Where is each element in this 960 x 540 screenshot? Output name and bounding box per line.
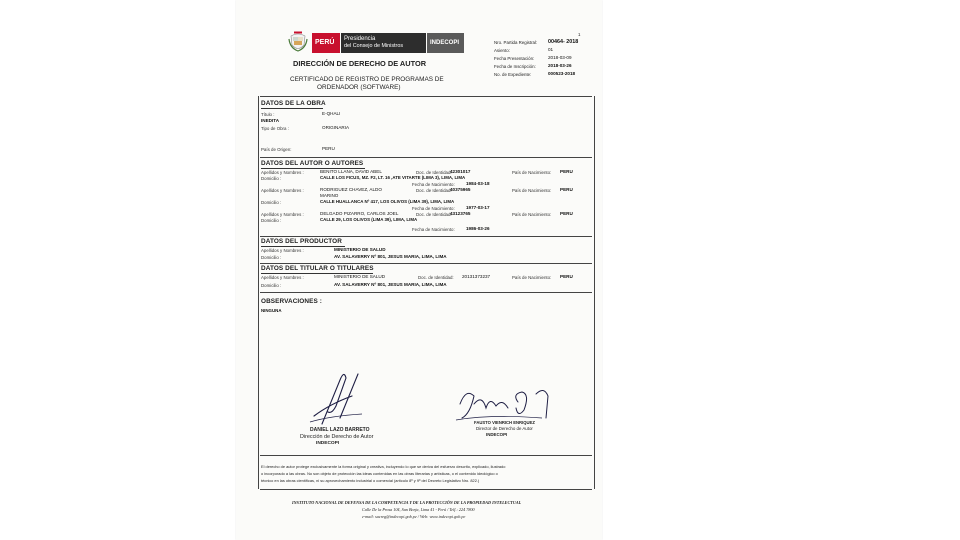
obra-pais-label: País de Origen:	[261, 147, 292, 152]
border-right	[594, 96, 595, 489]
author-doc-label: Doc. de Identidad:	[416, 170, 452, 175]
left-signer-org: INDECOPI	[316, 441, 340, 446]
author-domicilio-label: Domicilio :	[261, 176, 282, 181]
author-apellidos-label: Apellidos y Nombres :	[261, 212, 304, 217]
author-domicilio: CALLE LOS FICUS, MZ. F2, LT. 16 ,ATE VITARTE (LIMA 3), LIMA, LIMA	[320, 175, 466, 180]
author-nacimiento: 1984-03-18	[466, 181, 490, 186]
author-name-continued: MARINO	[320, 193, 339, 198]
obra-tipo-value: ORIGINARIA	[322, 125, 350, 130]
obra-titulo-value: E-QHALI	[322, 111, 341, 116]
author-nac-label: Fecha de Nacimiento:	[412, 227, 455, 232]
productor-name: MINISTERIO DE SALUD	[334, 247, 386, 252]
author-pais-label: País de Nacimiento:	[512, 188, 552, 193]
author-doc-label: Doc. de Identidad:	[416, 188, 452, 193]
productor-apellidos-label: Apellidos y Nombres :	[261, 248, 304, 253]
peru-label: PERÚ	[315, 39, 335, 46]
author-domicilio: CALLE HUALLANCA Nº 417, LOS OLIVOS (LIMA 39), LIMA, LIMA	[320, 199, 455, 204]
observaciones-value: NINGUNA	[261, 308, 282, 313]
author-nacimiento: 1977-03-17	[466, 205, 490, 210]
divider	[260, 236, 592, 237]
divider	[260, 292, 592, 293]
author-pais: PERU	[560, 211, 573, 216]
author-nacimiento: 1986-03-26	[466, 226, 490, 231]
certificate-title-2: ORDENADOR (SOFTWARE)	[317, 84, 401, 91]
border-left	[258, 96, 259, 489]
obra-titulo-label: Título :	[261, 112, 275, 117]
department-title: DIRECCIÓN DE DERECHO DE AUTOR	[293, 59, 427, 68]
section-title-autores: DATOS DEL AUTOR O AUTORES	[261, 160, 364, 167]
titular-pais-label: País de Nacimiento:	[512, 275, 552, 280]
author-doc: 42301017	[450, 169, 471, 174]
registry-label: Fecha Presentación:	[494, 56, 535, 61]
productor-domicilio-label: Domicilio :	[261, 255, 282, 260]
titular-doc: 20131373237	[462, 274, 491, 279]
titular-domicilio-label: Domicilio :	[261, 283, 282, 288]
productor-domicilio: AV. SALAVERRY Nº 801, JESUS MARIA, LIMA, LIMA	[334, 254, 447, 259]
author-doc-label: Doc. de Identidad:	[416, 212, 452, 217]
author-name: BENITO LLANA, DAVID ABEL	[320, 169, 382, 174]
author-domicilio: CALLE 29, LOS OLIVOS (LIMA 39), LIMA, LIMA	[320, 217, 418, 222]
registry-value: 00464- 2018	[548, 39, 579, 45]
titular-pais: PERU	[560, 274, 573, 279]
registry-value: 2018-03-26	[548, 63, 572, 68]
author-apellidos-label: Apellidos y Nombres :	[261, 188, 304, 193]
registry-value: 01	[548, 47, 554, 52]
legal-note-line-2: o incorporado a las obras. No son objeto de protección las ideas contenidas en las obras literarias y artísticas, o el contenido ideológico o	[261, 471, 498, 476]
divider	[260, 96, 592, 97]
registry-label: Asiento:	[494, 48, 510, 53]
footer-institution: INSTITUTO NACIONAL DE DEFENSA DE LA COMPETENCIA Y DE LA PROTECCIÓN DE LA PROPIEDAD INTELECTUAL	[292, 500, 522, 505]
obra-inedita: INEDITA	[261, 118, 280, 123]
divider	[260, 157, 592, 158]
registry-value: 2018-03-09	[548, 55, 572, 60]
underline	[261, 108, 323, 109]
author-pais: PERU	[560, 187, 573, 192]
titular-doc-label: Doc. de Identidad:	[418, 275, 454, 280]
author-doc: 43123765	[450, 211, 471, 216]
section-title-productor: DATOS DEL PRODUCTOR	[261, 238, 342, 245]
legal-note-line-1: El derecho de autor protege exclusivamente la forma original y creativa, incluyendo lo que se deriva del esfuerzo descrito, explicado, ilustrado	[261, 464, 506, 469]
registry-box	[494, 38, 594, 80]
author-domicilio-label: Domicilio :	[261, 218, 282, 223]
author-domicilio-label: Domicilio :	[261, 200, 282, 205]
footer-address: Calle De la Prosa 104, San Borja, Lima 41 - Perú / Telf.: 224 7800	[362, 507, 475, 512]
titular-apellidos-label: Apellidos y Nombres :	[261, 275, 304, 280]
ministry-line-1: Presidencia	[344, 36, 376, 42]
obra-pais-value: PERU	[322, 146, 335, 151]
legal-note-line-3: técnico en las obras científicas, ni su aprovechamiento industrial o comercial (artículo 8º y 9º del Decreto Legislativo Nro. 822.)	[261, 478, 480, 483]
peru-coat-of-arms	[288, 31, 308, 53]
divider	[260, 263, 592, 264]
obra-tipo-label: Tipo de Obra :	[261, 126, 289, 131]
right-signature	[452, 384, 572, 424]
left-signer-role: Dirección de Derecho de Autor	[300, 434, 374, 440]
underline	[261, 246, 345, 247]
author-name: RODRIGUEZ CHAVEZ, ALDO	[320, 187, 382, 192]
author-pais-label: País de Nacimiento:	[512, 170, 552, 175]
registry-label: No. de Expediente:	[494, 72, 532, 77]
author-name: DELGADO PIZARRO, CARLOS JOEL	[320, 211, 399, 216]
footer-contact: e-mail: sacreg@indecopi.gob.pe / Web: www.indecopi.gob.pe	[362, 514, 466, 519]
registry-label: Nro. Partida Registral:	[494, 40, 538, 45]
indecopi-block	[427, 33, 464, 53]
section-title-titular: DATOS DEL TITULAR O TITULARES	[261, 265, 374, 272]
left-signer-name: DANIEL LAZO BARRETO	[310, 427, 370, 433]
ministry-block	[341, 33, 426, 53]
titular-domicilio: AV. SALAVERRY Nº 801, JESUS MARIA, LIMA, LIMA	[334, 282, 447, 287]
divider	[260, 455, 592, 456]
certificate-title-1: CERTIFICADO DE REGISTRO DE PROGRAMAS DE	[290, 76, 444, 83]
ministry-line-2: del Consejo de Ministros	[344, 43, 404, 49]
right-signer-name: FAUSTO VIENRICH ENRIQUEZ	[474, 420, 535, 425]
peru-brand-block	[312, 33, 340, 53]
author-nac-label: Fecha de Nacimiento:	[412, 206, 455, 211]
author-pais: PERU	[560, 169, 573, 174]
page-number: 1	[578, 32, 581, 37]
registry-label: Fecha de Inscripción:	[494, 64, 536, 69]
section-title-observaciones: OBSERVACIONES :	[261, 298, 322, 305]
indecopi-label: INDECOPI	[430, 40, 460, 46]
section-title-obra: DATOS DE LA OBRA	[261, 100, 326, 107]
titular-name: MINISTERIO DE SALUD	[334, 274, 386, 279]
right-signer-org: INDECOPI	[486, 432, 508, 437]
author-doc: 40375965	[450, 187, 471, 192]
author-apellidos-label: Apellidos y Nombres :	[261, 170, 304, 175]
author-pais-label: País de Nacimiento:	[512, 212, 552, 217]
right-signer-role: Director de Derecho de Autor	[476, 426, 533, 431]
author-nac-label: Fecha de Nacimiento:	[412, 182, 455, 187]
left-signature	[300, 366, 370, 426]
divider	[260, 489, 592, 490]
registry-value: 000523-2018	[548, 71, 576, 76]
